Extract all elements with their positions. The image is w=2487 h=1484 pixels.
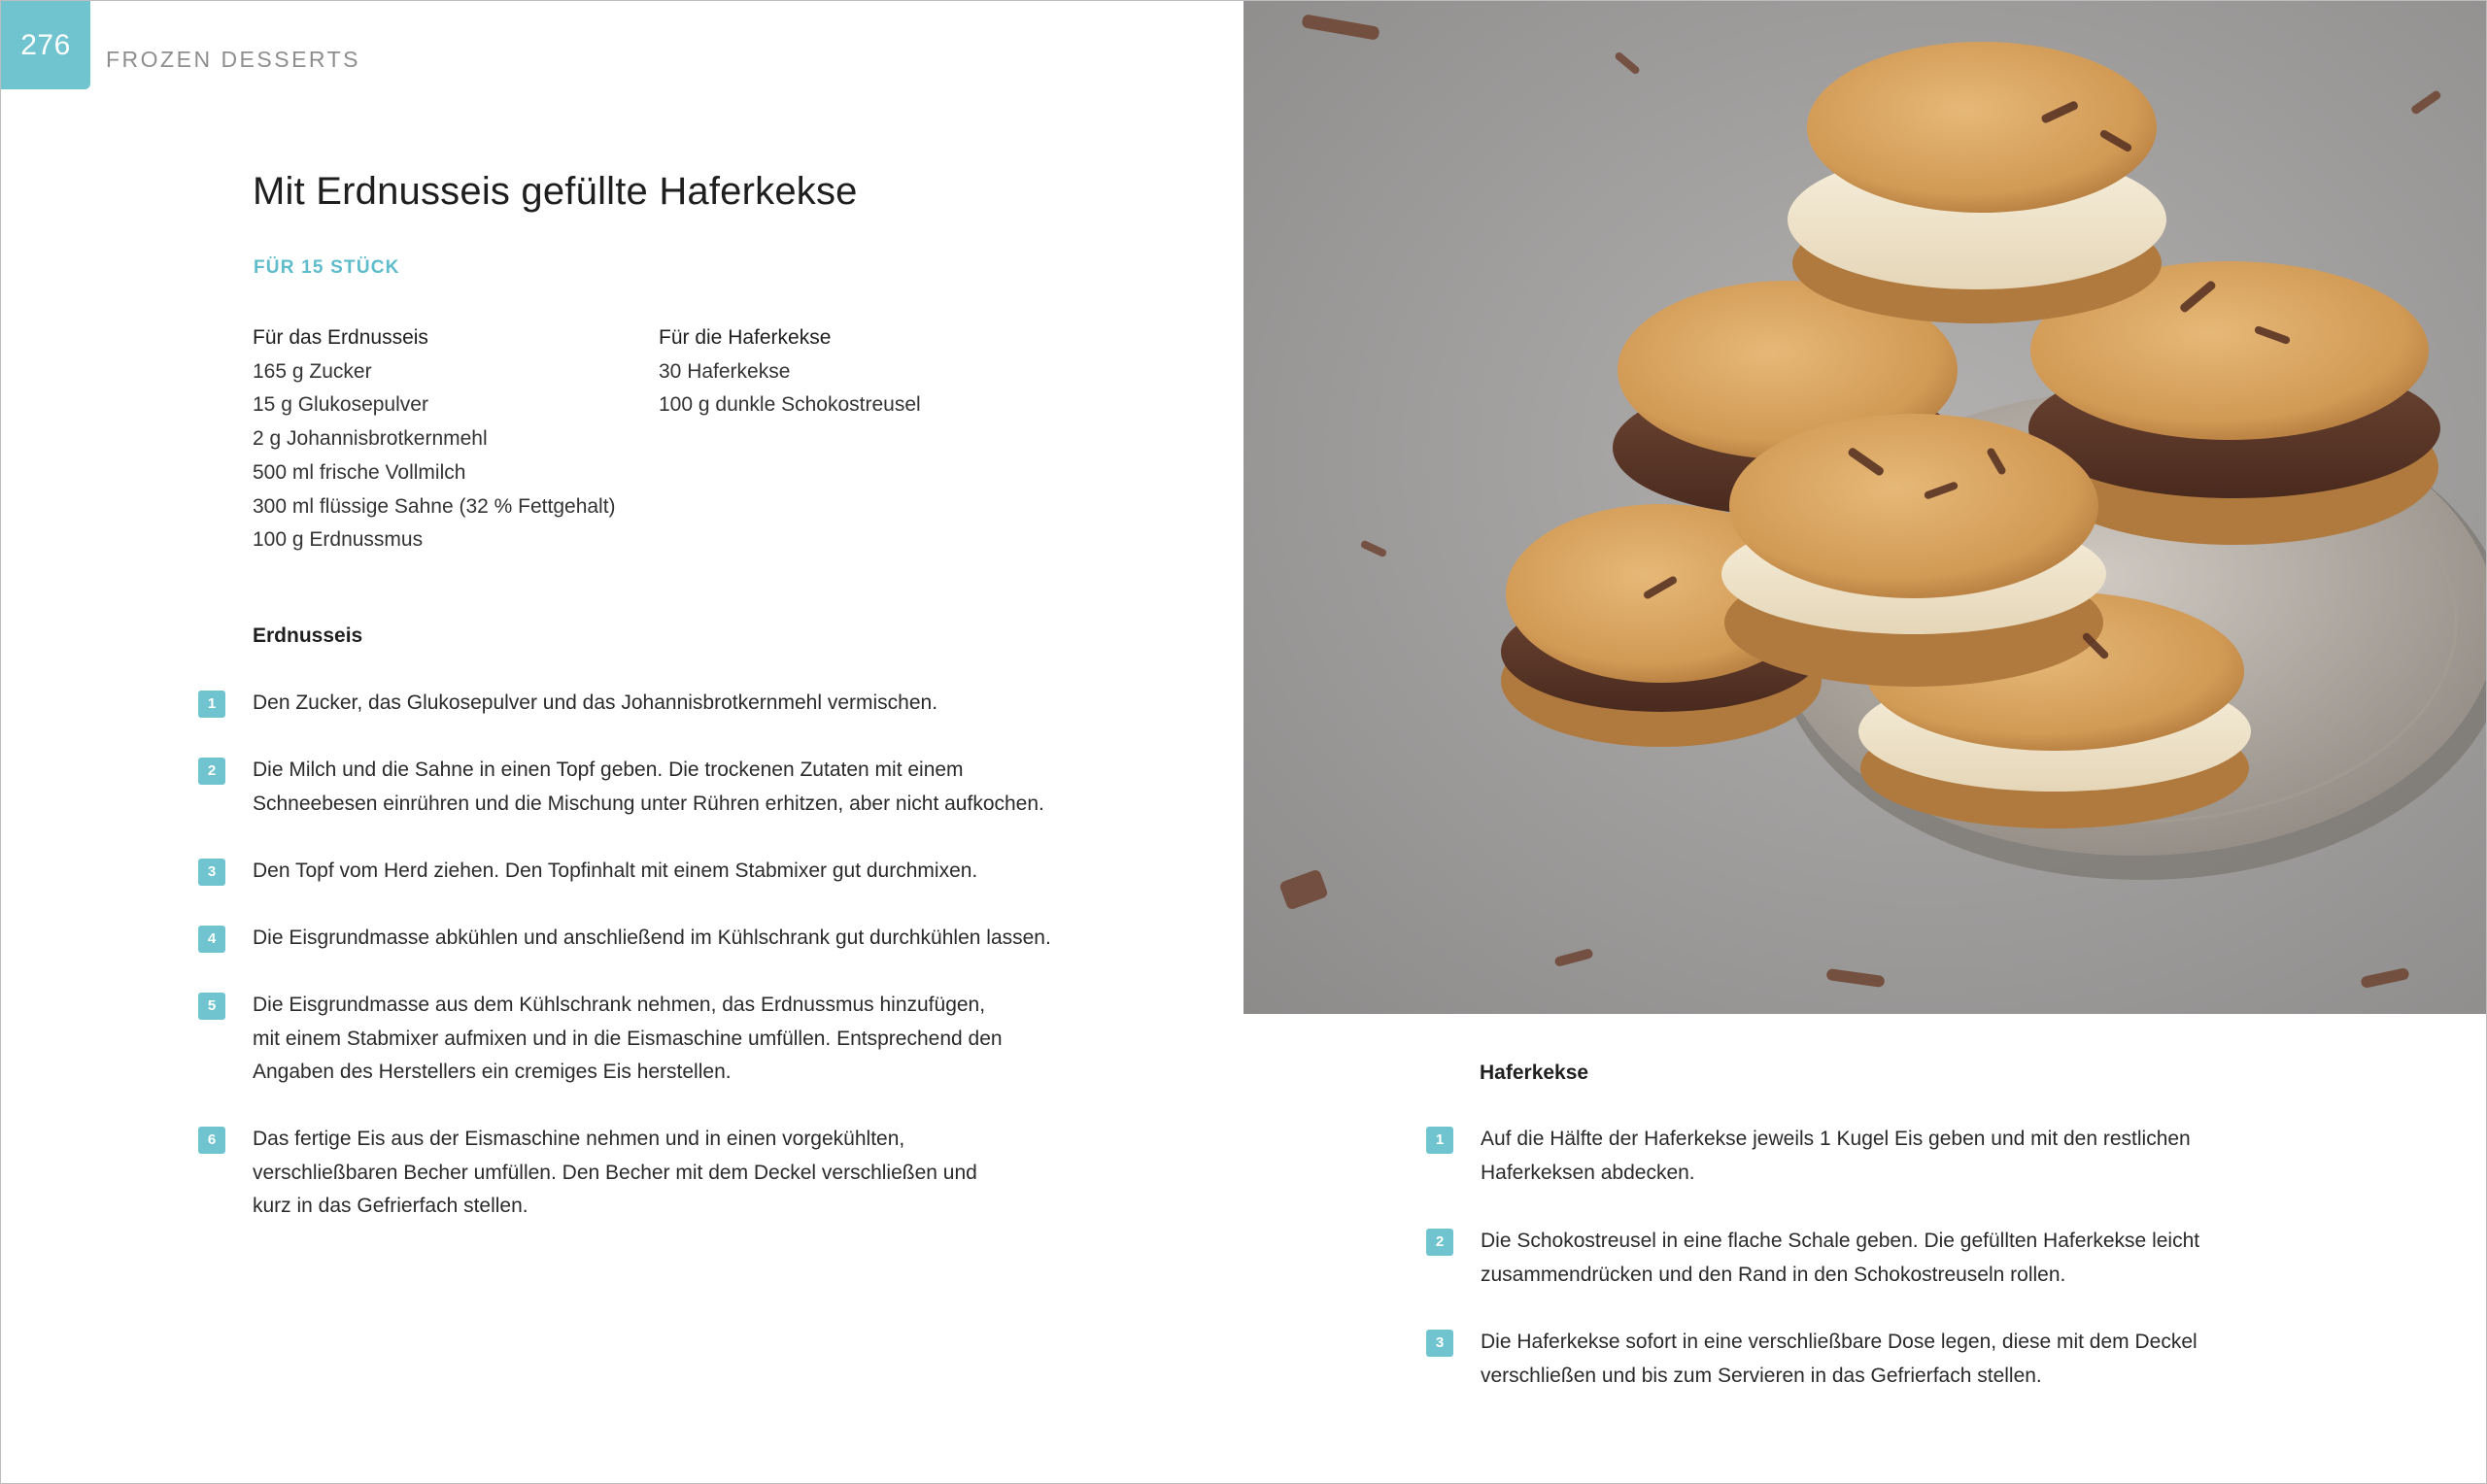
step-line: Haferkeksen abdecken. [1481, 1161, 1695, 1184]
step-number-badge: 1 [1426, 1127, 1453, 1154]
step-line: zusammendrücken und den Rand in den Schokostreuseln rollen. [1481, 1263, 2066, 1286]
step-text [253, 922, 1051, 956]
ingredient-item: 300 ml flüssige Sahne (32 % Fettgehalt) [253, 494, 616, 518]
ingredients-erdnusseis [253, 321, 616, 557]
step-number-badge: 2 [198, 758, 225, 785]
step-line: verschließen und bis zum Servieren in das Gefrierfach stellen. [1481, 1364, 2042, 1387]
step-text [1481, 1123, 2191, 1190]
step-line: Angaben des Herstellers ein cremiges Eis herstellen. [253, 1061, 732, 1084]
step-number-badge: 3 [1426, 1330, 1453, 1357]
step-line: Die Eisgrundmasse abkühlen und anschließend im Kühlschrank gut durchkühlen lassen. [253, 927, 1051, 949]
step-line: kurz in das Gefrierfach stellen. [253, 1195, 528, 1218]
step-number-badge: 3 [198, 859, 225, 886]
step-line: Den Zucker, das Glukosepulver und das Johannisbrotkernmehl vermischen. [253, 691, 938, 714]
ingredient-item: 30 Haferkekse [659, 359, 791, 383]
ingredient-item: 165 g Zucker [253, 359, 372, 383]
ingredients-heading: Für das Erdnusseis [253, 326, 428, 349]
step-line: mit einem Stabmixer aufmixen und in die Eismaschine umfüllen. Entsprechend den [253, 1027, 1003, 1050]
ingredient-item: 100 g Erdnussmus [253, 528, 424, 552]
step-line: Die Schokostreusel in eine flache Schale geben. Die gefüllten Haferkekse leicht [1481, 1230, 2200, 1252]
step-text [253, 989, 1003, 1090]
page-number: 276 [1, 1, 90, 89]
recipe-photo [1244, 1, 2487, 1014]
section-title: FROZEN DESSERTS [106, 47, 360, 72]
step-line: Die Milch und die Sahne in einen Topf geben. Die trockenen Zutaten mit einem [253, 759, 964, 781]
ingredients-haferkekse [659, 321, 921, 422]
ingredient-item: 500 ml frische Vollmilch [253, 460, 466, 484]
servings-label: FÜR 15 STÜCK [254, 257, 400, 278]
step-number-badge: 4 [198, 926, 225, 953]
step-line: Das fertige Eis aus der Eismaschine nehmen und in einen vorgekühlten, [253, 1128, 905, 1150]
ice-cream-sandwich-photo [1244, 1, 2487, 1014]
step-line: verschließbaren Becher umfüllen. Den Becher mit dem Deckel verschließen und [253, 1161, 977, 1184]
step-line: Schneebesen einrühren und die Mischung unter Rühren erhitzen, aber nicht aufkochen. [253, 792, 1044, 815]
step-line: Auf die Hälfte der Haferkekse jeweils 1 Kugel Eis geben und mit den restlichen [1481, 1128, 2191, 1150]
ingredients-heading: Für die Haferkekse [659, 326, 832, 349]
step-text [253, 754, 1044, 821]
step-number-badge: 5 [198, 993, 225, 1020]
step-text [253, 1123, 977, 1224]
step-text [1481, 1326, 2197, 1393]
method-heading-erdnusseis: Erdnusseis [253, 624, 363, 647]
method-heading-haferkekse: Haferkekse [1480, 1062, 1589, 1084]
step-number-badge: 2 [1426, 1229, 1453, 1256]
ingredient-item: 100 g dunkle Schokostreusel [659, 393, 921, 417]
step-line: Den Topf vom Herd ziehen. Den Topfinhalt mit einem Stabmixer gut durchmixen. [253, 860, 978, 882]
step-line: Die Haferkekse sofort in eine verschließbare Dose legen, diese mit dem Deckel [1481, 1331, 2197, 1353]
step-number-badge: 1 [198, 691, 225, 718]
step-number-badge: 6 [198, 1127, 225, 1154]
step-text [1481, 1225, 2199, 1292]
step-text [253, 855, 977, 889]
step-line: Die Eisgrundmasse aus dem Kühlschrank nehmen, das Erdnussmus hinzufügen, [253, 994, 986, 1016]
step-text [253, 687, 937, 721]
ingredient-item: 2 g Johannisbrotkernmehl [253, 427, 488, 451]
ingredient-item: 15 g Glukosepulver [253, 393, 428, 417]
recipe-title: Mit Erdnusseis gefüllte Haferkekse [253, 170, 858, 213]
